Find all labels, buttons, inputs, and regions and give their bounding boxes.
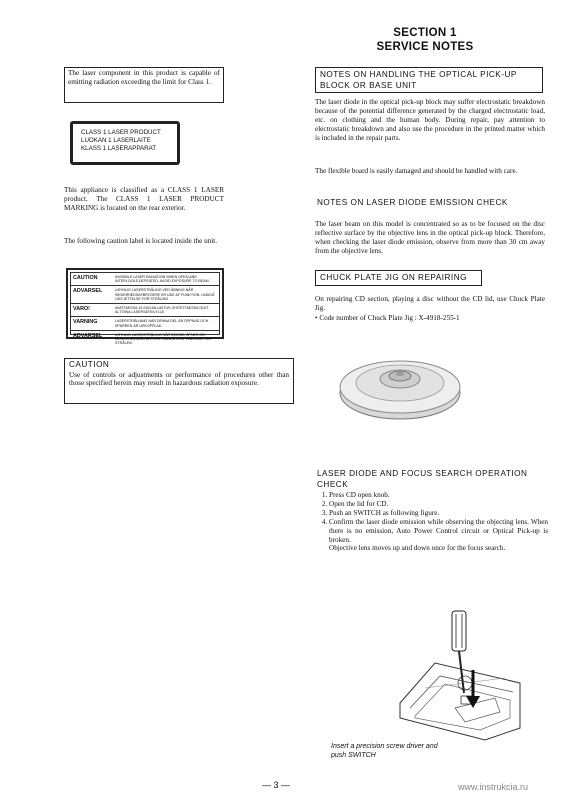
caution-label-text: USYNLIG LASERSTRÅLING NÅR DEKSEL ÅPNES OG SIKKERHEDSLÅS BRYTES. UNNGÅ EKSPONERING FOR STRÅLEN.: [115, 332, 212, 346]
caution-label-row: [71, 330, 219, 348]
optical-heading-box: [315, 67, 543, 93]
step-item: 4. Confirm the laser diode emission while observing the objecting lens. When there is no emission, Auto Power Control circuit or Optical Pick-up is broken.: [329, 518, 548, 545]
classified-paragraph: This appliance is classified as a CLASS 1 LASER product. The CLASS 1 LASER PRODUCT MARKING is located on the rear exterior.: [64, 186, 224, 212]
focus-heading: LASER DIODE AND FOCUS SEARCH OPERATION CHECK: [317, 469, 528, 489]
caution-label-key: ADVARSEL: [73, 332, 103, 339]
caution-label-row: [71, 273, 219, 285]
section-title: SECTION 1: [393, 27, 457, 39]
flexible-paragraph: The flexible board is easily damaged and should be handled with care.: [315, 167, 518, 175]
emission-paragraph: The laser beam on this model is concentrated so as to be focused on the disc reflective surface by the objective lens in the optical pick-up block. Therefore, when checking the laser diode emission, observe from more than 30 cm away from the objective lens.: [315, 220, 545, 255]
jig-heading-box: [315, 270, 482, 286]
class1-line-1: CLASS 1 LASER PRODUCT: [81, 129, 161, 136]
caution-label-key: ADVARSEL: [73, 288, 103, 295]
chuck-plate-jig-image: [335, 343, 465, 423]
class1-line-3: KLASS 1 LASERAPPARAT: [81, 144, 157, 152]
step-note: Objective lens moves up and down once for the focus search.: [329, 544, 506, 553]
section-subtitle: SERVICE NOTES: [376, 40, 474, 53]
jig-paragraph: On repairing CD section, playing a disc without the CD lid, use Chuck Plate Jig.: [315, 295, 545, 312]
page-number: — 3 —: [262, 780, 291, 790]
watermark: www.instrukcia.ru: [458, 782, 529, 792]
caution-label-key: VARO!: [73, 306, 90, 313]
step-item: 1. Press CD open knob.: [329, 491, 548, 500]
step-item: 3. Push an SWITCH as following figure.: [329, 509, 548, 518]
step-item: 2. Open the lid for CD.: [329, 500, 548, 509]
caution-label-row: [71, 316, 219, 329]
caution-text: Use of controls or adjustments or performance of procedures other than those specified herein may result in hazardous radiation exposure.: [69, 370, 289, 388]
caution-label-row: [71, 303, 219, 316]
caution-label-text: USYNLIG LASERSTRÅLING VED ÅBNING NÅR SIKKERHEDSAFBRYDERE ER UDE AF FUNKTION. UNDGÅ UDS ÆTTELSE FOR STRÅLING.: [115, 288, 215, 301]
figure-caption: Insert a precision screw driver and push SWITCH: [331, 743, 438, 759]
caution-label-text: AVATTAESSA JA SUOJALUKITUS OHITETTAESSA OLET ALTTIINA LASERSÄTEILYLLE.: [115, 306, 209, 315]
emission-heading: NOTES ON LASER DIODE EMISSION CHECK: [317, 198, 508, 207]
jig-heading: CHUCK PLATE JIG ON REPAIRING: [320, 273, 467, 282]
switch-figure: [395, 608, 525, 743]
optical-heading: NOTES ON HANDLING THE OPTICAL PICK-UP BLOCK OR BASE UNIT: [320, 70, 517, 90]
caution-label-row: [71, 285, 219, 303]
caution-label-intro: The following caution label is located inside the unit.: [64, 237, 218, 245]
caution-box: [64, 358, 294, 404]
caution-label-text: LASERSTRÅLNING NÄR DENNA DEL ÄR ÖPPNAD OCH SPÄRREN ÄR URKOPPLAD.: [115, 319, 209, 328]
jig-code: • Code number of Chuck Plate Jig : X-4918-255-1: [315, 314, 460, 322]
laser-notice-box: [64, 67, 224, 103]
caution-label-key: VARNING: [73, 319, 98, 326]
class1-label: [70, 121, 180, 165]
caution-heading: CAUTION: [69, 360, 110, 369]
laser-notice-text: The laser component in this product is capable of emitting radiation exceeding the limit for Class 1.: [68, 69, 220, 86]
caution-label-text: INVISIBLE LASER RADIATION WHEN OPEN AND INTERLOCKS DEFEATED. AVOID EXPOSURE TO BEAM.: [115, 275, 210, 284]
caution-label-key: CAUTION: [73, 275, 98, 281]
optical-paragraph: The laser diode in the optical pick-up block may suffer electrostatic breakdown because of the potential difference generated by the charged electrostatic load, etc. on clothing and the human body. During repair, pay attention to electrostatic breakdown and also use the procedure in the printed matter which is included in the repair parts.: [315, 98, 545, 142]
class1-line-2: LUOKAN 1 LASERLAITE: [81, 136, 151, 144]
caution-label: [66, 268, 224, 346]
